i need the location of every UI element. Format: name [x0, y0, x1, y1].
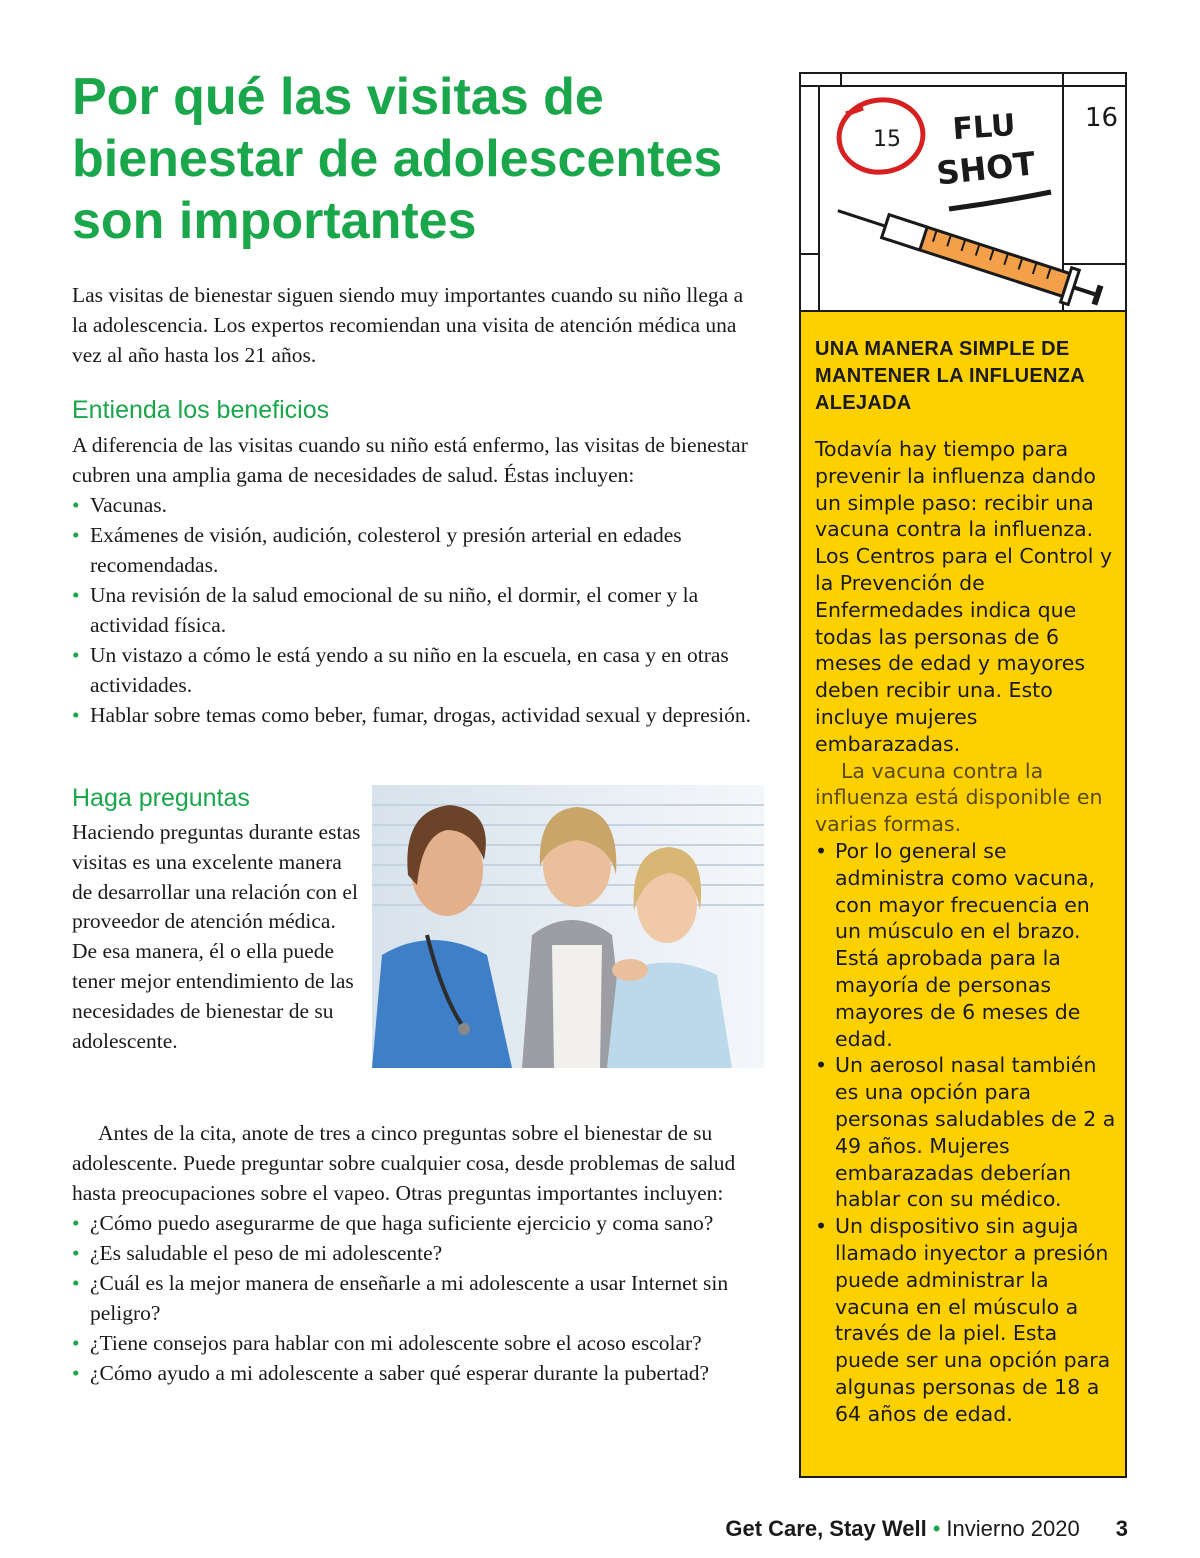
questions-intro: Antes de la cita, anote de tres a cinco preguntas sobre el bienestar de su adolescente. Puede preguntar sobre cualquier cosa, desde problemas de salud hasta preocupaciones sobre el vapeo. Otras preguntas importantes incluyen:: [72, 1121, 736, 1205]
section-heading-questions: Haga preguntas: [72, 784, 250, 812]
list-item: • Vacunas.: [72, 490, 772, 520]
list-item: • Un aerosol nasal también es una opción para personas saludables de 2 a 49 años. Mujeres embarazadas deberían hablar con su médico.: [815, 1052, 1121, 1213]
page-number: 3: [1115, 1516, 1128, 1541]
list-item: • ¿Tiene consejos para hablar con mi adolescente sobre el acoso escolar?: [72, 1328, 772, 1358]
magazine-name: Get Care, Stay Well: [725, 1516, 927, 1541]
sidebar-heading: UNA MANERA SIMPLE DE MANTENER LA INFLUENZA ALEJADA: [815, 338, 1085, 414]
doctor-visit-photo: [372, 785, 764, 1068]
sidebar-paragraph: Todavía hay tiempo para prevenir la influenza dando un simple paso: recibir una vacuna contra la influenza. Los Centros para el Control y la Prevención de Enfermedades indica que todas las personas de 6 meses de edad y mayores deben recibir una. Esto incluye mujeres embarazadas.: [815, 437, 1113, 756]
benefits-list: [72, 490, 772, 730]
sidebar-list: [815, 838, 1121, 1428]
questions-section: [72, 1118, 772, 1388]
list-item: • ¿Cuál es la mejor manera de enseñarle a mi adolescente a usar Internet sin peligro?: [72, 1268, 772, 1328]
section-heading-benefits: Entienda los beneficios: [72, 396, 330, 424]
sidebar-paragraph-forms: La vacuna contra la influenza está disponible en varias formas.: [815, 758, 1103, 837]
calendar-day: 15: [873, 127, 901, 152]
flu-shot-illustration: [801, 74, 1125, 312]
list-item: • ¿Cómo ayudo a mi adolescente a saber qué esperar durante la pubertad?: [72, 1358, 772, 1388]
calendar-day-next: 16: [1085, 103, 1119, 133]
issue-label: Invierno 2020: [946, 1516, 1080, 1541]
list-item: • Un vistazo a cómo le está yendo a su niño en la escuela, en casa y en otras actividades.: [72, 640, 772, 700]
calendar-syringe-icon: [801, 74, 1125, 310]
list-item: • Por lo general se administra como vacuna, con mayor frecuencia en un músculo en el brazo. Está aprobada para la mayoría de personas mayores de 6 meses de edad.: [815, 838, 1121, 1052]
flu-sidebar: [799, 72, 1127, 1478]
page-footer: [725, 1516, 1128, 1542]
list-item: • Exámenes de visión, audición, colesterol y presión arterial en edades recomendadas.: [72, 520, 772, 580]
list-item: • Hablar sobre temas como beber, fumar, drogas, actividad sexual y depresión.: [72, 700, 772, 730]
list-item: • Un dispositivo sin aguja llamado inyector a presión puede administrar la vacuna en el músculo a través de la piel. Esta puede ser una opción para algunas personas de 18 a 64 años de edad.: [815, 1213, 1121, 1427]
list-item: • Una revisión de la salud emocional de su niño, el dormir, el comer y la actividad física.: [72, 580, 772, 640]
intro-paragraph: Las visitas de bienestar siguen siendo muy importantes cuando su niño llega a la adolescencia. Los expertos recomiendan una visita de atención médica una vez al año hasta los 21 años.: [72, 283, 744, 367]
benefits-section: [72, 430, 772, 730]
sidebar-body: [815, 436, 1121, 1427]
shot-word: SHOT: [934, 144, 1038, 193]
list-item: • ¿Cómo puedo asegurarme de que haga suficiente ejercicio y coma sano?: [72, 1208, 772, 1238]
questions-text: Haciendo preguntas durante estas visitas es una excelente manera de desarrollar una relación con el proveedor de atención médica. De esa manera, él o ella puede tener mejor entendimiento de las necesidades de bienestar de su adolescente.: [72, 820, 361, 1053]
flu-word: FLU: [951, 107, 1017, 148]
page-title: Por qué las visitas de bienestar de adolescentes son importantes: [72, 68, 723, 250]
footer-separator: •: [932, 1516, 941, 1541]
photo-illustration: [372, 785, 764, 1068]
questions-list: [72, 1208, 772, 1388]
list-item: • ¿Es saludable el peso de mi adolescente?: [72, 1238, 772, 1268]
benefits-text: A diferencia de las visitas cuando su niño está enfermo, las visitas de bienestar cubren una amplia gama de necesidades de salud. Éstas incluyen:: [72, 433, 748, 487]
